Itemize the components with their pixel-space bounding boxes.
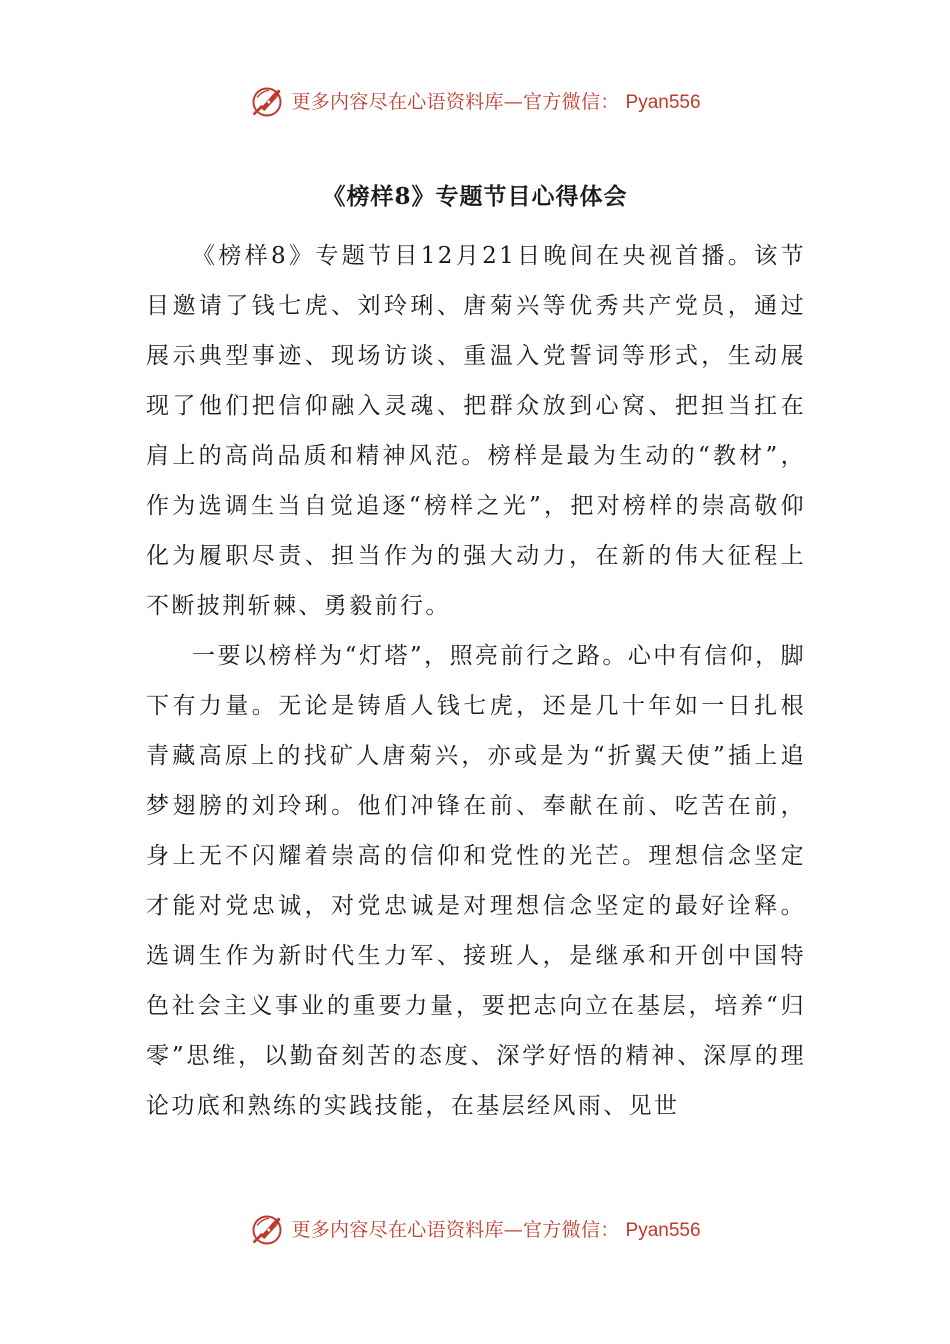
pen-nib-logo-icon	[249, 1212, 285, 1248]
paragraph-1: 《榜样8》专题节目12月21日晚间在央视首播。该节目邀请了钱七虎、刘玲琍、唐菊兴等优秀共产党员，通过展示典型事迹、现场访谈、重温入党誓词等形式，生动展现了他们把信仰融入灵魂、把群众放到心窝、把担当扛在肩上的高尚品质和精神风范。榜样是最为生动的“教材”，作为选调生当自觉追逐“榜样之光”，把对榜样的崇高敬仰化为履职尽责、担当作为的强大动力，在新的伟大征程上不断披荆斩棘、勇毅前行。	[146, 243, 806, 619]
footer-wechat-id: Pyan556	[625, 1219, 701, 1241]
header-banner	[0, 82, 950, 122]
header-wechat-id: Pyan556	[625, 91, 701, 113]
footer-banner-text: 更多内容尽在心语资料库—官方微信：	[291, 1218, 620, 1241]
paragraph-2: 一要以榜样为“灯塔”，照亮前行之路。心中有信仰，脚下有力量。无论是铸盾人钱七虎，还是几十年如一日扎根青藏高原上的找矿人唐菊兴，亦或是为“折翼天使”插上追梦翅膀的刘玲琍。他们冲锋在前、奉献在前、吃苦在前，身上无不闪耀着崇高的信仰和党性的光芒。理想信念坚定才能对党忠诚，对党忠诚是对理想信念坚定的最好诠释。选调生作为新时代生力军、接班人，是继承和开创中国特色社会主义事业的重要力量，要把志向立在基层，培养“归零”思维，以勤奋刻苦的态度、深学好悟的精神、深厚的理论功底和熟练的实践技能，在基层经风雨、见世	[146, 643, 806, 1119]
footer-banner-content	[249, 1212, 700, 1248]
footer-banner	[0, 1210, 950, 1250]
pen-nib-logo-icon	[249, 84, 285, 120]
document-title: 《榜样8》专题节目心得体会	[322, 183, 628, 210]
header-banner-text: 更多内容尽在心语资料库—官方微信：	[291, 90, 620, 113]
document-body	[146, 231, 806, 1131]
header-banner-content	[249, 84, 700, 120]
